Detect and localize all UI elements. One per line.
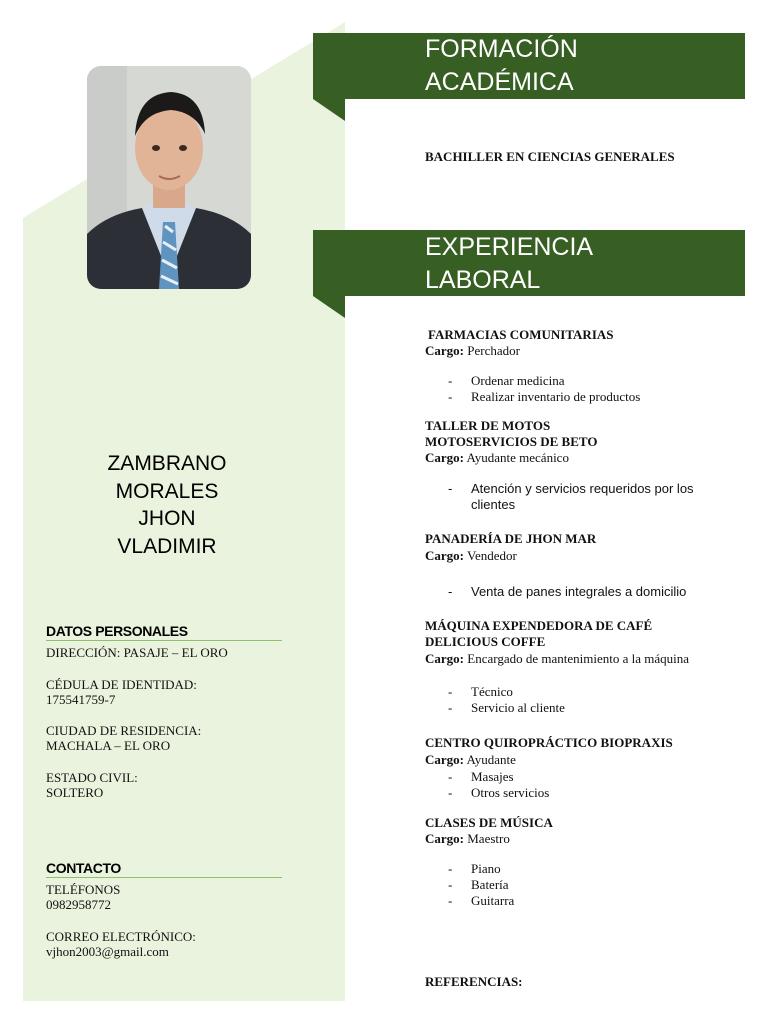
personal-data-heading: DATOS PERSONALES <box>46 623 282 641</box>
job-role-value: Ayudante <box>466 752 516 767</box>
civil-status-value: SOLTERO <box>46 785 104 800</box>
bullet: - <box>448 861 453 876</box>
bullet: - <box>448 700 453 715</box>
task-text: Otros servicios <box>471 785 550 800</box>
city-label: CIUDAD DE RESIDENCIA: <box>46 723 202 738</box>
city-value: MACHALA – EL ORO <box>46 738 171 753</box>
bullet: - <box>448 893 453 908</box>
job-company: CLASES DE MÚSICA <box>425 815 553 830</box>
task-text: Masajes <box>471 769 514 784</box>
phone-value: 0982958772 <box>46 897 111 912</box>
job-company: PANADERÍA DE JHON MAR <box>425 531 597 546</box>
bullet: - <box>448 877 453 892</box>
job-company-line2: DELICIOUS COFFE <box>425 634 546 649</box>
job-role-value: Perchador <box>467 343 520 358</box>
contact-heading: CONTACTO <box>46 860 282 878</box>
civil-status-label: ESTADO CIVIL: <box>46 770 138 785</box>
job-company: CENTRO QUIROPRÁCTICO BIOPRAXIS <box>425 735 673 750</box>
cargo-label: Cargo: <box>425 343 464 358</box>
address-text: DIRECCIÓN: PASAJE – EL ORO <box>46 645 228 660</box>
experience-title: EXPERIENCIA <box>425 233 594 261</box>
email-label: CORREO ELECTRÓNICO: <box>46 929 196 944</box>
job-role-value: Maestro <box>467 831 510 846</box>
bullet: - <box>448 769 453 784</box>
bullet: - <box>448 481 453 496</box>
id-value: 175541759-7 <box>46 692 116 707</box>
name-line: ZAMBRANO <box>107 452 227 475</box>
task-text: Atención y servicios requeridos por los <box>471 481 694 496</box>
job-role <box>425 450 569 466</box>
cargo-label: Cargo: <box>425 450 464 465</box>
task-text: Servicio al cliente <box>471 700 565 715</box>
full-name <box>62 450 272 560</box>
task-text: Guitarra <box>471 893 515 908</box>
job-company: TALLER DE MOTOS <box>425 418 551 433</box>
phones-label: TELÉFONOS <box>46 882 121 897</box>
banner-fold <box>313 99 345 121</box>
job-role <box>425 831 510 847</box>
name-line: MORALES <box>115 479 219 503</box>
job-company: FARMACIAS COMUNITARIAS <box>428 327 614 342</box>
task-text: Técnico <box>471 684 513 699</box>
job-company-line2: MOTOSERVICIOS DE BETO <box>425 434 598 449</box>
degree-text: BACHILLER EN CIENCIAS GENERALES <box>425 149 675 164</box>
banner-fold <box>313 296 345 318</box>
task-text: Venta de panes integrales a domicilio <box>471 584 687 599</box>
job-company: MÁQUINA EXPENDEDORA DE CAFÉ <box>425 618 653 633</box>
name-line: JHON <box>138 507 196 530</box>
job-role-value: Encargado de mantenimiento a la máquina <box>467 651 690 666</box>
bullet: - <box>448 373 453 388</box>
bullet: - <box>448 785 453 800</box>
task-text: Piano <box>471 861 501 876</box>
job-role-value: Vendedor <box>467 548 517 563</box>
email-value: vjhon2003@gmail.com <box>46 944 169 959</box>
name-line: VLADIMIR <box>117 534 217 558</box>
id-label: CÉDULA DE IDENTIDAD: <box>46 677 197 692</box>
education-title: ACADÉMICA <box>425 68 574 96</box>
references-heading: REFERENCIAS: <box>425 974 523 989</box>
profile-photo <box>87 66 251 289</box>
task-text: Ordenar medicina <box>471 373 565 388</box>
task-text: clientes <box>471 497 516 512</box>
job-role-value: Ayudante mecánico <box>466 450 569 465</box>
cargo-label: Cargo: <box>425 752 464 767</box>
bullet: - <box>448 584 453 599</box>
experience-title: LABORAL <box>425 266 541 294</box>
task-text: Batería <box>471 877 509 892</box>
education-title: FORMACIÓN <box>425 35 578 63</box>
cargo-label: Cargo: <box>425 548 464 563</box>
task-text: Realizar inventario de productos <box>471 389 641 404</box>
bullet: - <box>448 684 453 699</box>
cargo-label: Cargo: <box>425 831 464 846</box>
job-role <box>425 548 517 564</box>
job-role <box>425 343 520 359</box>
job-role <box>425 752 516 768</box>
job-role <box>425 651 689 667</box>
cargo-label: Cargo: <box>425 651 464 666</box>
bullet: - <box>448 389 453 404</box>
